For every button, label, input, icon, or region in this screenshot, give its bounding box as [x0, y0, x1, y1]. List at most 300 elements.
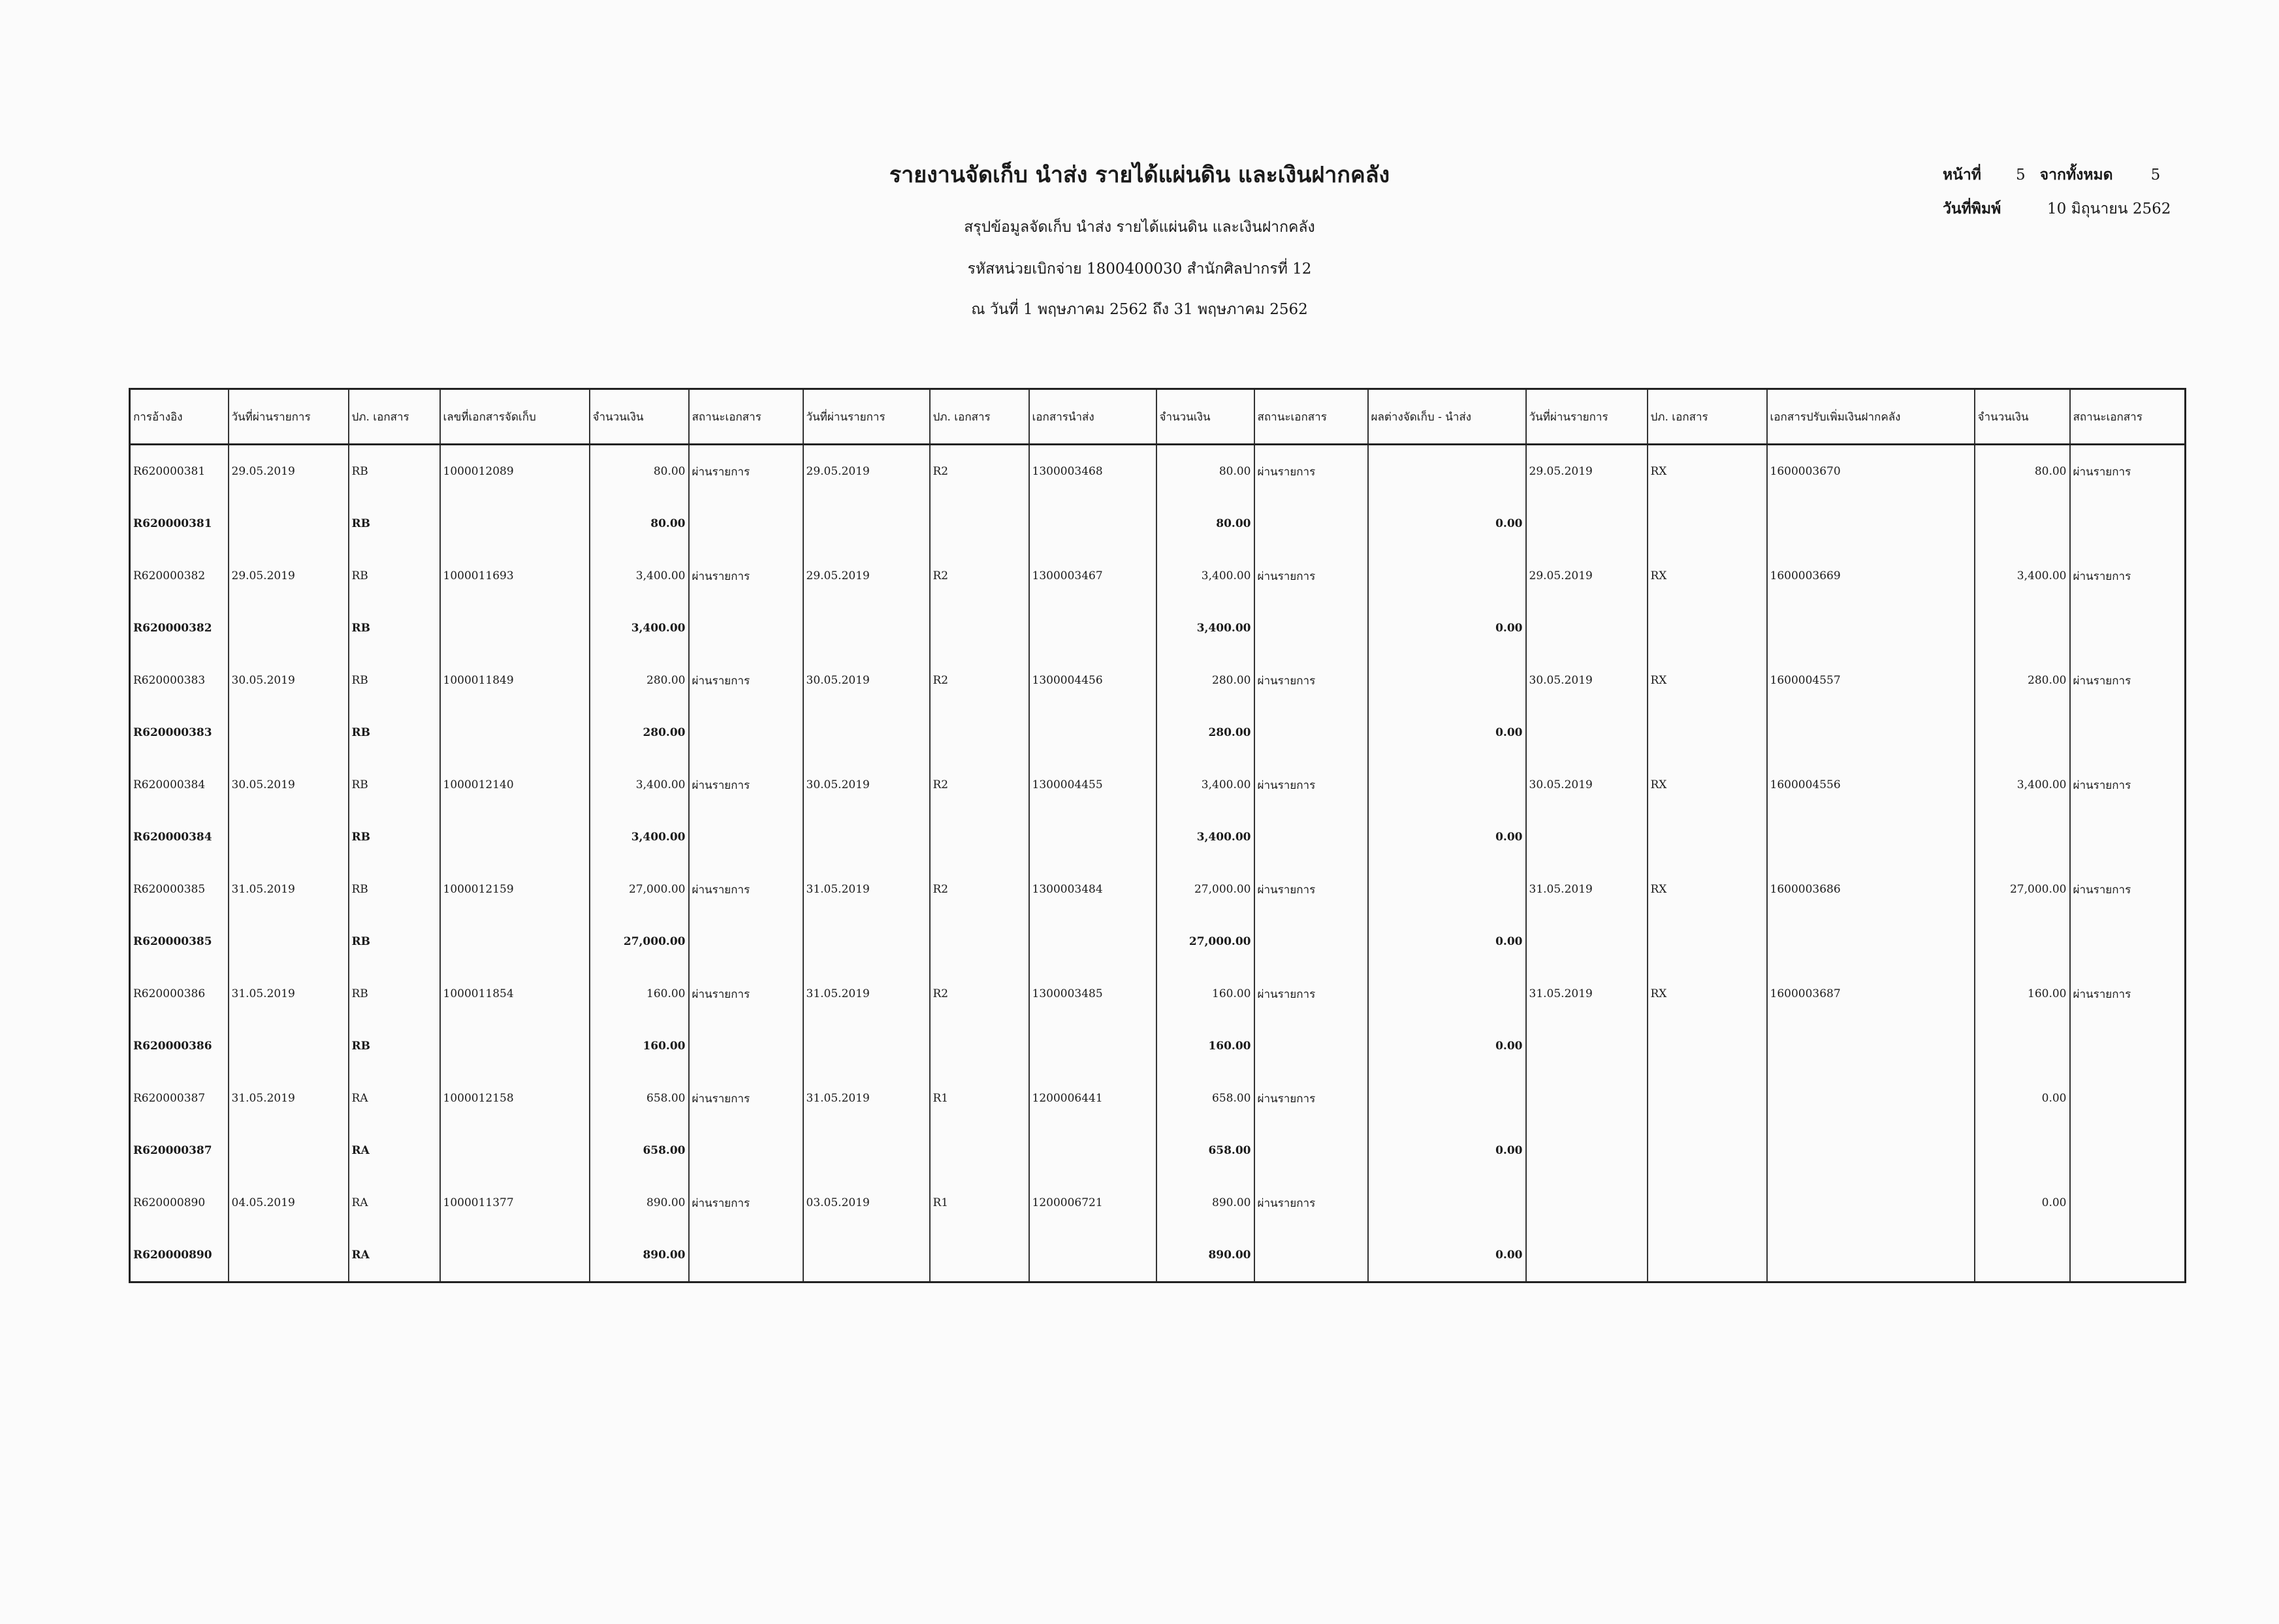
table-cell — [1648, 1020, 1767, 1072]
total-pages: 5 — [2150, 167, 2161, 183]
column-header: จำนวนเงิน — [1975, 389, 2070, 445]
table-cell — [1648, 1177, 1767, 1229]
table-cell: 1200006441 — [1029, 1072, 1156, 1124]
table-cell: R620000385 — [130, 915, 229, 968]
table-cell: 80.00 — [590, 445, 689, 498]
table-cell: R620000384 — [130, 759, 229, 811]
table-cell: 0.00 — [1368, 1229, 1526, 1282]
table-cell: RB — [349, 811, 440, 863]
table-cell: 1600004556 — [1767, 759, 1975, 811]
table-cell — [1029, 1229, 1156, 1282]
table-cell: 1000012159 — [440, 863, 590, 915]
table-cell — [1368, 968, 1526, 1020]
table-cell: 1600003687 — [1767, 968, 1975, 1020]
column-header: จำนวนเงิน — [1156, 389, 1254, 445]
column-header: เลขที่เอกสารจัดเก็บ — [440, 389, 590, 445]
table-row — [130, 1177, 2186, 1229]
table-cell: RB — [349, 863, 440, 915]
table-cell — [689, 811, 803, 863]
report-subtitle: สรุปข้อมูลจัดเก็บ นำส่ง รายได้แผ่นดิน และเงินฝากคลัง — [964, 219, 1315, 236]
table-cell: 658.00 — [1156, 1072, 1254, 1124]
table-cell: 1300004456 — [1029, 654, 1156, 707]
table-cell: 890.00 — [1156, 1177, 1254, 1229]
table-cell: ผ่านรายการ — [689, 759, 803, 811]
table-cell: 1600003669 — [1767, 550, 1975, 602]
table-cell — [229, 602, 349, 654]
table-cell: ผ่านรายการ — [1254, 863, 1368, 915]
table-cell — [1767, 915, 1975, 968]
table-cell: 29.05.2019 — [803, 550, 930, 602]
table-cell: 27,000.00 — [1156, 915, 1254, 968]
table-cell — [689, 1124, 803, 1177]
table-cell: RB — [349, 550, 440, 602]
table-cell: 1600004557 — [1767, 654, 1975, 707]
table-cell: 160.00 — [590, 1020, 689, 1072]
table-cell — [440, 1229, 590, 1282]
table-cell — [1767, 498, 1975, 550]
table-cell — [1029, 811, 1156, 863]
column-header: สถานะเอกสาร — [689, 389, 803, 445]
table-cell: 30.05.2019 — [803, 759, 930, 811]
table-cell: 3,400.00 — [590, 550, 689, 602]
table-cell — [1767, 1124, 1975, 1177]
table-cell: 280.00 — [1156, 707, 1254, 759]
table-cell — [1648, 602, 1767, 654]
table-cell — [229, 498, 349, 550]
column-header: สถานะเอกสาร — [2070, 389, 2186, 445]
table-row — [130, 1072, 2186, 1124]
table-cell — [930, 1229, 1029, 1282]
table-cell: 31.05.2019 — [803, 1072, 930, 1124]
table-cell: 80.00 — [590, 498, 689, 550]
table-cell: 31.05.2019 — [229, 1072, 349, 1124]
table-cell: 3,400.00 — [1156, 602, 1254, 654]
table-cell — [1526, 811, 1648, 863]
table-cell: R620000385 — [130, 863, 229, 915]
table-cell: ผ่านรายการ — [1254, 654, 1368, 707]
table-cell: ผ่านรายการ — [689, 654, 803, 707]
table-cell — [1648, 707, 1767, 759]
table-cell: R2 — [930, 445, 1029, 498]
table-cell: 3,400.00 — [1156, 811, 1254, 863]
table-cell: 1000011693 — [440, 550, 590, 602]
table-cell — [1254, 915, 1368, 968]
table-cell — [1526, 915, 1648, 968]
table-cell: 3,400.00 — [1156, 550, 1254, 602]
table-cell: R620000386 — [130, 968, 229, 1020]
column-header: เอกสารปรับเพิ่มเงินฝากคลัง — [1767, 389, 1975, 445]
table-cell: 658.00 — [590, 1072, 689, 1124]
table-cell — [1029, 498, 1156, 550]
table-cell — [1526, 602, 1648, 654]
table-cell: ผ่านรายการ — [2070, 863, 2186, 915]
table-cell: ผ่านรายการ — [1254, 1177, 1368, 1229]
table-cell — [1029, 1124, 1156, 1177]
table-cell: 31.05.2019 — [1526, 863, 1648, 915]
table-cell: 1300003484 — [1029, 863, 1156, 915]
subtotal-row — [130, 1124, 2186, 1177]
table-cell: 3,400.00 — [1975, 550, 2070, 602]
table-cell: 27,000.00 — [590, 915, 689, 968]
page-indicator — [1943, 163, 2160, 187]
table-cell: RA — [349, 1072, 440, 1124]
table-cell: 658.00 — [590, 1124, 689, 1177]
table-cell — [440, 498, 590, 550]
disbursement-unit: รหัสหน่วยเบิกจ่าย 1800400030 สำนักศิลปากรที่ 12 — [967, 261, 1312, 278]
table-cell: ผ่านรายการ — [689, 1177, 803, 1229]
table-cell — [2070, 602, 2186, 654]
table-cell: 04.05.2019 — [229, 1177, 349, 1229]
table-cell — [1648, 498, 1767, 550]
table-cell: 29.05.2019 — [1526, 550, 1648, 602]
total-label: จากทั้งหมด — [2039, 166, 2113, 183]
table-cell: RX — [1648, 759, 1767, 811]
table-cell: 29.05.2019 — [1526, 445, 1648, 498]
table-cell — [1368, 445, 1526, 498]
table-cell — [229, 1124, 349, 1177]
table-cell — [2070, 915, 2186, 968]
table-cell: RA — [349, 1229, 440, 1282]
table-cell: 31.05.2019 — [1526, 968, 1648, 1020]
column-header: จำนวนเงิน — [590, 389, 689, 445]
table-cell: 160.00 — [1156, 1020, 1254, 1072]
table-cell: 30.05.2019 — [1526, 654, 1648, 707]
table-cell — [440, 602, 590, 654]
table-cell: ผ่านรายการ — [1254, 550, 1368, 602]
table-cell — [689, 707, 803, 759]
table-cell — [803, 498, 930, 550]
table-cell — [1526, 1177, 1648, 1229]
table-cell: R620000381 — [130, 498, 229, 550]
table-cell: RA — [349, 1124, 440, 1177]
table-cell: 27,000.00 — [1156, 863, 1254, 915]
table-cell — [440, 1020, 590, 1072]
table-cell — [1975, 602, 2070, 654]
table-cell: RX — [1648, 550, 1767, 602]
table-cell: R2 — [930, 863, 1029, 915]
column-header: การอ้างอิง — [130, 389, 229, 445]
table-cell — [1526, 1124, 1648, 1177]
table-cell: RB — [349, 968, 440, 1020]
table-cell — [930, 707, 1029, 759]
report-table — [129, 388, 2186, 1283]
table-cell: R1 — [930, 1072, 1029, 1124]
table-cell: R620000387 — [130, 1072, 229, 1124]
table-cell: 1300003468 — [1029, 445, 1156, 498]
table-cell: 03.05.2019 — [803, 1177, 930, 1229]
table-cell — [930, 1020, 1029, 1072]
table-cell: ผ่านรายการ — [1254, 759, 1368, 811]
table-cell: R620000387 — [130, 1124, 229, 1177]
table-cell — [1526, 1020, 1648, 1072]
table-cell — [689, 498, 803, 550]
print-date-row — [1943, 197, 2171, 221]
column-header: วันที่ผ่านรายการ — [803, 389, 930, 445]
table-cell — [1254, 707, 1368, 759]
table-cell — [1767, 707, 1975, 759]
table-cell: 3,400.00 — [590, 759, 689, 811]
table-cell — [930, 498, 1029, 550]
table-cell: 30.05.2019 — [229, 654, 349, 707]
table-row — [130, 550, 2186, 602]
subtotal-row — [130, 498, 2186, 550]
subtotal-row — [130, 602, 2186, 654]
table-cell: 80.00 — [1156, 445, 1254, 498]
table-cell: R620000890 — [130, 1177, 229, 1229]
table-cell — [440, 1124, 590, 1177]
table-cell: 280.00 — [1975, 654, 2070, 707]
table-cell: R620000382 — [130, 550, 229, 602]
table-cell: 0.00 — [1368, 915, 1526, 968]
subtotal-row — [130, 915, 2186, 968]
column-header: เอกสารนำส่ง — [1029, 389, 1156, 445]
table-cell: ผ่านรายการ — [2070, 550, 2186, 602]
table-cell — [2070, 498, 2186, 550]
table-cell: 1000012158 — [440, 1072, 590, 1124]
table-cell: 30.05.2019 — [803, 654, 930, 707]
table-cell: 31.05.2019 — [229, 863, 349, 915]
table-cell — [803, 915, 930, 968]
table-cell: RX — [1648, 863, 1767, 915]
column-header: ปภ. เอกสาร — [1648, 389, 1767, 445]
column-header: ผลต่างจัดเก็บ - นำส่ง — [1368, 389, 1526, 445]
table-cell — [1368, 863, 1526, 915]
table-cell — [1029, 602, 1156, 654]
table-cell: R620000383 — [130, 707, 229, 759]
table-cell: 80.00 — [1156, 498, 1254, 550]
table-cell — [1254, 1124, 1368, 1177]
table-cell — [229, 707, 349, 759]
table-cell — [440, 915, 590, 968]
table-cell: 280.00 — [1156, 654, 1254, 707]
table-cell — [1975, 1020, 2070, 1072]
table-cell — [1254, 498, 1368, 550]
table-cell: 31.05.2019 — [803, 863, 930, 915]
table-cell: RX — [1648, 968, 1767, 1020]
table-cell: RA — [349, 1177, 440, 1229]
table-cell: 3,400.00 — [1156, 759, 1254, 811]
table-cell: 1000011854 — [440, 968, 590, 1020]
table-cell: 0.00 — [1368, 1124, 1526, 1177]
table-cell: R2 — [930, 968, 1029, 1020]
subtotal-row — [130, 1229, 2186, 1282]
table-cell: RB — [349, 1020, 440, 1072]
table-cell — [803, 811, 930, 863]
table-cell — [689, 1229, 803, 1282]
subtotal-row — [130, 1020, 2186, 1072]
table-cell: R620000383 — [130, 654, 229, 707]
table-cell: 1300003485 — [1029, 968, 1156, 1020]
table-cell: R1 — [930, 1177, 1029, 1229]
table-cell — [1648, 1072, 1767, 1124]
table-cell: 1600003670 — [1767, 445, 1975, 498]
table-cell: 27,000.00 — [590, 863, 689, 915]
column-header: ปภ. เอกสาร — [930, 389, 1029, 445]
table-cell — [1368, 654, 1526, 707]
table-cell — [2070, 1020, 2186, 1072]
table-cell: 31.05.2019 — [803, 968, 930, 1020]
table-cell: RX — [1648, 445, 1767, 498]
table-cell: ผ่านรายการ — [689, 1072, 803, 1124]
table-cell: 0.00 — [1975, 1072, 2070, 1124]
table-cell — [2070, 811, 2186, 863]
table-cell: R620000890 — [130, 1229, 229, 1282]
table-cell — [1254, 1020, 1368, 1072]
table-cell: 1000011849 — [440, 654, 590, 707]
table-row — [130, 968, 2186, 1020]
table-cell: 29.05.2019 — [803, 445, 930, 498]
table-cell: ผ่านรายการ — [2070, 445, 2186, 498]
table-cell: RB — [349, 654, 440, 707]
table-cell — [689, 602, 803, 654]
table-cell — [1648, 1229, 1767, 1282]
table-cell — [1975, 811, 2070, 863]
table-cell: RB — [349, 602, 440, 654]
report-period: ณ วันที่ 1 พฤษภาคม 2562 ถึง 31 พฤษภาคม 2562 — [971, 301, 1308, 318]
table-cell — [1029, 915, 1156, 968]
table-cell — [689, 1020, 803, 1072]
table-cell: 658.00 — [1156, 1124, 1254, 1177]
table-cell — [930, 811, 1029, 863]
table-cell — [1648, 1124, 1767, 1177]
column-header: วันที่ผ่านรายการ — [229, 389, 349, 445]
table-cell: RB — [349, 759, 440, 811]
table-cell: 280.00 — [590, 707, 689, 759]
table-cell: 3,400.00 — [1975, 759, 2070, 811]
column-header: สถานะเอกสาร — [1254, 389, 1368, 445]
table-cell: ผ่านรายการ — [2070, 968, 2186, 1020]
table-cell: 31.05.2019 — [229, 968, 349, 1020]
table-cell — [1975, 1229, 2070, 1282]
table-cell — [930, 1124, 1029, 1177]
table-cell — [1975, 1124, 2070, 1177]
table-cell: R2 — [930, 550, 1029, 602]
table-cell: 1300004455 — [1029, 759, 1156, 811]
table-cell — [1767, 1229, 1975, 1282]
table-row — [130, 654, 2186, 707]
table-cell: 29.05.2019 — [229, 550, 349, 602]
table-cell — [803, 602, 930, 654]
table-cell — [803, 1124, 930, 1177]
table-header-row — [130, 389, 2186, 445]
column-header: วันที่ผ่านรายการ — [1526, 389, 1648, 445]
table-cell: 890.00 — [590, 1177, 689, 1229]
table-cell: ผ่านรายการ — [2070, 759, 2186, 811]
table-cell — [1526, 498, 1648, 550]
table-cell: 0.00 — [1368, 707, 1526, 759]
table-cell: 30.05.2019 — [229, 759, 349, 811]
table-cell: RB — [349, 498, 440, 550]
table-cell — [1254, 811, 1368, 863]
table-cell — [1767, 811, 1975, 863]
table-cell: 80.00 — [1975, 445, 2070, 498]
table-cell: R620000384 — [130, 811, 229, 863]
table-cell: 3,400.00 — [590, 602, 689, 654]
table-cell — [1368, 1177, 1526, 1229]
table-cell: RB — [349, 915, 440, 968]
table-cell: 1000012089 — [440, 445, 590, 498]
table-cell — [2070, 707, 2186, 759]
table-cell: ผ่านรายการ — [2070, 654, 2186, 707]
report-title: รายงานจัดเก็บ นำส่ง รายได้แผ่นดิน และเงินฝากคลัง — [889, 162, 1390, 188]
table-cell: R620000381 — [130, 445, 229, 498]
table-cell: 890.00 — [590, 1229, 689, 1282]
table-cell — [2070, 1124, 2186, 1177]
table-cell: 160.00 — [590, 968, 689, 1020]
table-cell — [1975, 707, 2070, 759]
table-cell: 160.00 — [1156, 968, 1254, 1020]
table-cell: R2 — [930, 654, 1029, 707]
table-cell — [1975, 915, 2070, 968]
table-cell: 1600003686 — [1767, 863, 1975, 915]
table-cell — [1526, 1072, 1648, 1124]
table-body — [130, 445, 2186, 1282]
table-cell — [803, 1229, 930, 1282]
table-cell: 29.05.2019 — [229, 445, 349, 498]
table-cell: 0.00 — [1368, 811, 1526, 863]
table-cell: 1000012140 — [440, 759, 590, 811]
table-cell — [1526, 707, 1648, 759]
table-cell — [1368, 550, 1526, 602]
table-cell — [1254, 602, 1368, 654]
table-cell: 1300003467 — [1029, 550, 1156, 602]
table-cell: R620000382 — [130, 602, 229, 654]
table-cell — [1368, 1072, 1526, 1124]
table-cell — [1767, 1020, 1975, 1072]
table-cell: 0.00 — [1368, 602, 1526, 654]
subtotal-row — [130, 707, 2186, 759]
table-cell: 0.00 — [1975, 1177, 2070, 1229]
table-cell — [803, 707, 930, 759]
table-row — [130, 863, 2186, 915]
table-cell — [1029, 1020, 1156, 1072]
table-cell: ผ่านรายการ — [1254, 968, 1368, 1020]
table-cell: 30.05.2019 — [1526, 759, 1648, 811]
table-cell — [1975, 498, 2070, 550]
table-cell — [930, 915, 1029, 968]
table-cell: RB — [349, 707, 440, 759]
table-cell: R620000386 — [130, 1020, 229, 1072]
table-cell: RX — [1648, 654, 1767, 707]
table-cell: 27,000.00 — [1975, 863, 2070, 915]
print-date: 10 มิถุนายน 2562 — [2047, 200, 2171, 217]
table-cell — [1029, 707, 1156, 759]
table-cell: ผ่านรายการ — [689, 863, 803, 915]
table-cell: 0.00 — [1368, 498, 1526, 550]
table-cell: ผ่านรายการ — [689, 550, 803, 602]
table-cell — [2070, 1229, 2186, 1282]
print-date-label: วันที่พิมพ์ — [1943, 200, 2001, 217]
table-cell — [1526, 1229, 1648, 1282]
table-row — [130, 759, 2186, 811]
table-cell — [803, 1020, 930, 1072]
table-cell — [2070, 1177, 2186, 1229]
table-cell: ผ่านรายการ — [689, 445, 803, 498]
table-cell: 280.00 — [590, 654, 689, 707]
table-cell — [229, 811, 349, 863]
page-number: 5 — [2016, 167, 2026, 183]
table-cell — [440, 707, 590, 759]
table-cell: 1000011377 — [440, 1177, 590, 1229]
table-cell: ผ่านรายการ — [689, 968, 803, 1020]
table-cell — [229, 1020, 349, 1072]
column-header: ปภ. เอกสาร — [349, 389, 440, 445]
table-cell — [229, 1229, 349, 1282]
page-label: หน้าที่ — [1943, 166, 1981, 183]
table-cell: 1200006721 — [1029, 1177, 1156, 1229]
table-cell: 890.00 — [1156, 1229, 1254, 1282]
table-cell: ผ่านรายการ — [1254, 1072, 1368, 1124]
